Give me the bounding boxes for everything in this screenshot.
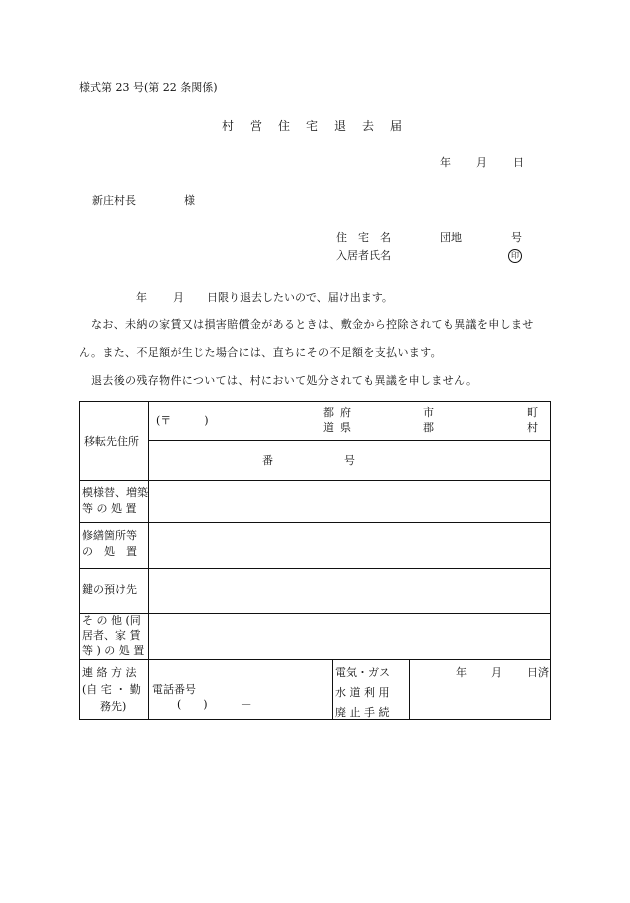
row-divider-5 bbox=[79, 659, 551, 660]
done-month-label: 月 bbox=[491, 666, 502, 679]
row-divider-3 bbox=[79, 568, 551, 569]
date-day: 日 bbox=[513, 156, 524, 169]
addressee-name: 新庄村長 bbox=[92, 194, 136, 207]
renovation-label-line1: 模様替、増築 bbox=[82, 486, 148, 499]
resident-name-label: 入居者氏名 bbox=[336, 249, 391, 262]
prefecture-to-label: 都 bbox=[323, 406, 334, 419]
county-label: 郡 bbox=[423, 421, 434, 434]
body-para2-line2: ん。また、不足額が生じた場合には、直ちにその不足額を支払います。 bbox=[79, 346, 442, 359]
row-divider-1 bbox=[79, 480, 551, 481]
contact-label-line1: 連 絡 方 法 bbox=[82, 666, 137, 679]
village-label: 村 bbox=[527, 421, 538, 434]
body-para3: 退去後の残存物件については、村において処分されても異議を申しません。 bbox=[91, 374, 478, 387]
renovation-label-line2: 等 の 処 置 bbox=[82, 502, 137, 515]
contact-divider-1 bbox=[332, 659, 333, 720]
form-table bbox=[79, 401, 551, 720]
date-month: 月 bbox=[476, 156, 487, 169]
body-month: 月 bbox=[173, 291, 184, 304]
utility-label-line3: 廃 止 手 続 bbox=[335, 706, 390, 719]
row-divider-4 bbox=[79, 613, 551, 614]
town-label: 町 bbox=[527, 406, 538, 419]
unit-number-label: 号 bbox=[511, 231, 522, 244]
contact-label-line2: (自 宅 ・ 勤 bbox=[82, 683, 141, 696]
form-number: 様式第 23 号(第 22 条関係) bbox=[79, 81, 218, 94]
prefecture-do-label: 道 bbox=[323, 421, 334, 434]
contact-label-line3: 務先) bbox=[100, 700, 127, 713]
phone-number-field[interactable]: ( ) － bbox=[177, 698, 252, 711]
page-title: 村 営 住 宅 退 去 届 bbox=[222, 119, 405, 133]
label-column-divider bbox=[148, 401, 149, 720]
new-address-label: 移転先住所 bbox=[84, 435, 139, 448]
banchi-label: 番 bbox=[262, 454, 273, 467]
done-day-label: 日済 bbox=[527, 666, 549, 679]
address-inner-divider bbox=[148, 440, 551, 441]
addressee-honorific: 様 bbox=[184, 194, 195, 207]
other-label-line1: そ の 他 (同 bbox=[82, 614, 141, 627]
contact-divider-2 bbox=[409, 659, 410, 720]
done-year-label: 年 bbox=[456, 666, 467, 679]
body-line1-text: 日限り退去したいので、届け出ます。 bbox=[207, 291, 393, 304]
repair-label-line2: の 処 置 bbox=[82, 545, 137, 558]
prefecture-fu-label: 府 bbox=[340, 406, 351, 419]
key-deposit-label: 鍵の預け先 bbox=[82, 583, 137, 596]
repair-label-line1: 修繕箇所等 bbox=[82, 529, 137, 542]
other-label-line3: 等 ) の 処 置 bbox=[82, 644, 145, 657]
other-label-line2: 居者、家 賃 bbox=[82, 629, 141, 642]
date-year: 年 bbox=[440, 156, 451, 169]
body-year: 年 bbox=[136, 291, 147, 304]
danchi-label: 団地 bbox=[440, 231, 462, 244]
go-label: 号 bbox=[344, 454, 355, 467]
body-para2-line1: なお、未納の家賃又は損害賠償金があるときは、敷金から控除されても異議を申しませ bbox=[91, 318, 534, 331]
postal-code-field[interactable]: (〒 ) bbox=[156, 414, 209, 427]
prefecture-ken-label: 県 bbox=[340, 421, 351, 434]
utility-label-line2: 水 道 利 用 bbox=[335, 686, 390, 699]
housing-name-label: 住 宅 名 bbox=[336, 231, 391, 244]
phone-number-label: 電話番号 bbox=[152, 683, 196, 696]
utility-label-line1: 電気・ガス bbox=[335, 666, 390, 679]
seal-mark: 印 bbox=[508, 249, 522, 263]
city-label: 市 bbox=[423, 406, 434, 419]
row-divider-2 bbox=[79, 522, 551, 523]
